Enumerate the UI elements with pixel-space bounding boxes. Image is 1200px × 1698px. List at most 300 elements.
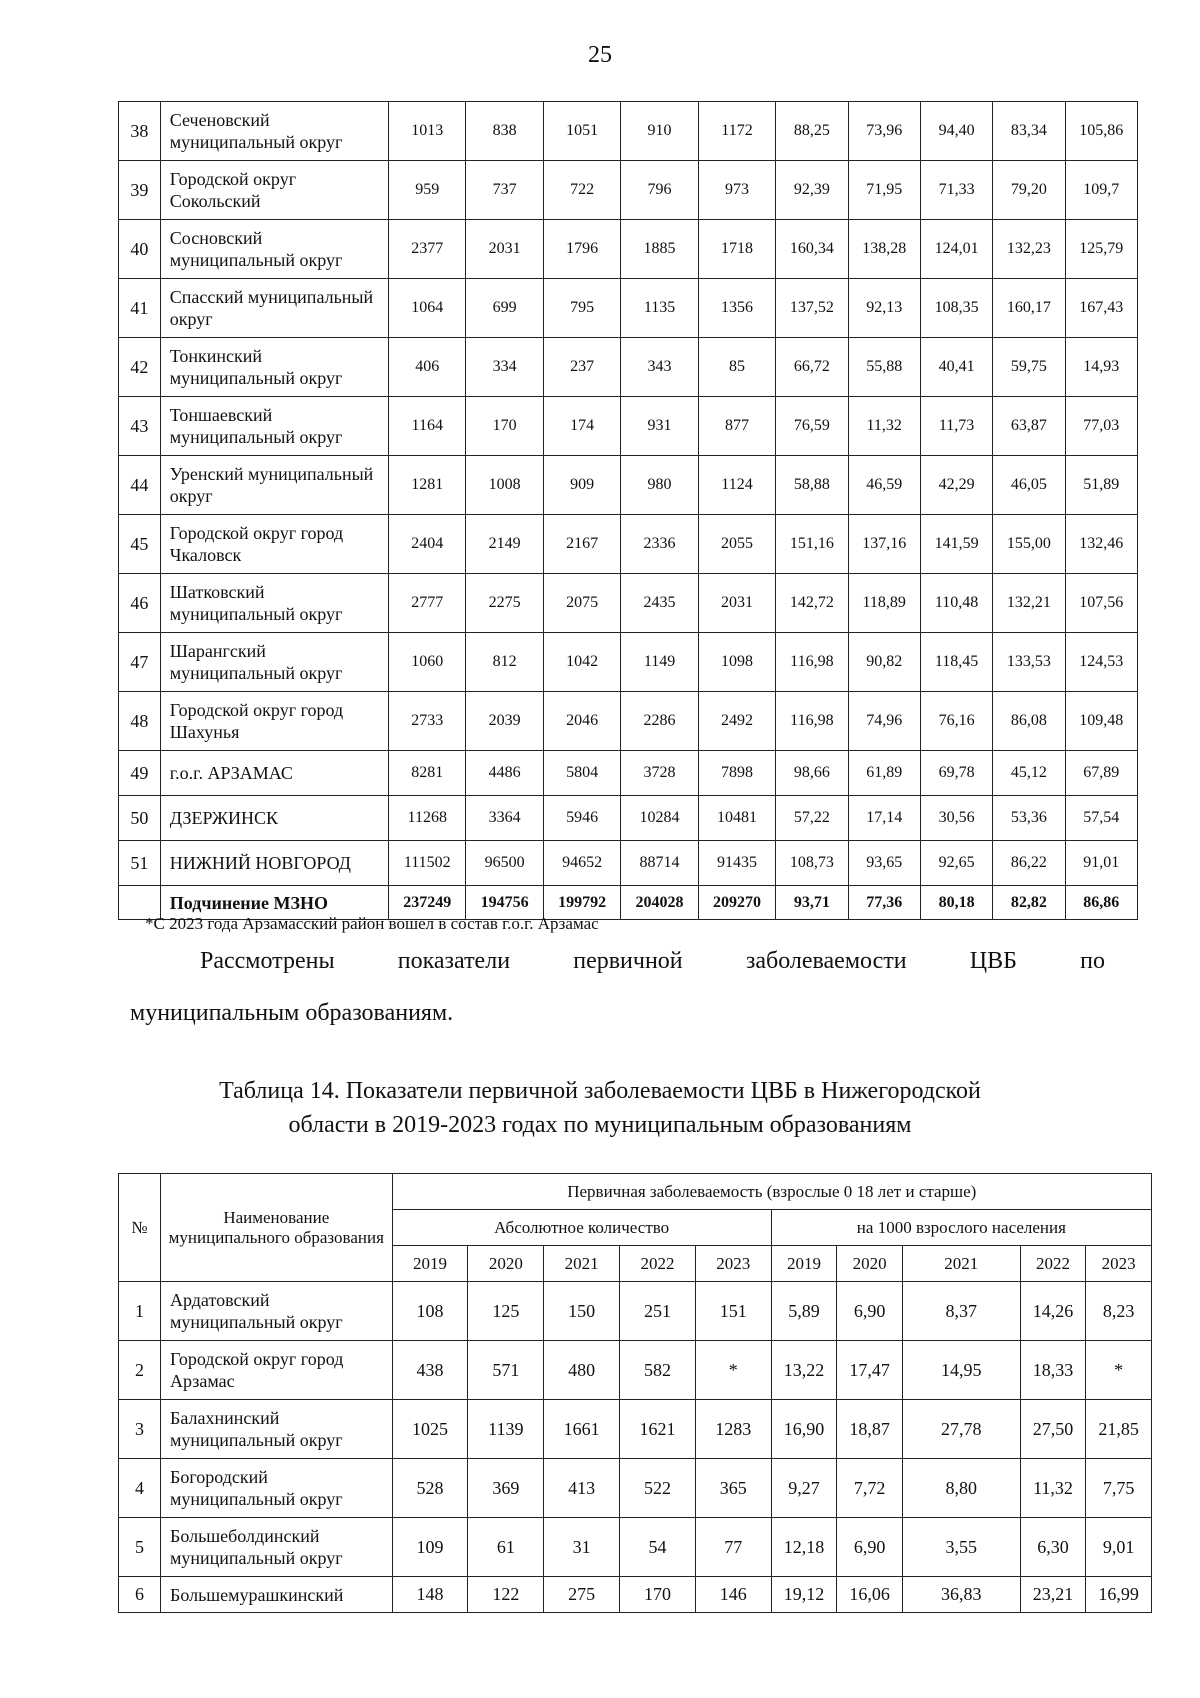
municipality-name: г.о.г. АРЗАМАС bbox=[160, 751, 388, 796]
table-row bbox=[119, 1282, 1152, 1341]
value-cell: 1008 bbox=[466, 456, 543, 515]
value-cell: 1025 bbox=[392, 1400, 468, 1459]
page-number: 25 bbox=[588, 42, 612, 68]
value-cell: 77,03 bbox=[1065, 397, 1137, 456]
value-cell: 251 bbox=[620, 1282, 696, 1341]
row-number: 3 bbox=[119, 1400, 161, 1459]
municipality-name: ДЗЕРЖИНСК bbox=[160, 796, 388, 841]
value-cell: 11268 bbox=[389, 796, 466, 841]
row-number: 44 bbox=[119, 456, 161, 515]
value-cell: 438 bbox=[392, 1341, 468, 1400]
value-cell: 8281 bbox=[389, 751, 466, 796]
value-cell: 11,73 bbox=[920, 397, 992, 456]
value-cell: 1621 bbox=[620, 1400, 696, 1459]
row-number: 40 bbox=[119, 220, 161, 279]
value-cell: 151,16 bbox=[776, 515, 848, 574]
value-cell: 980 bbox=[621, 456, 698, 515]
value-cell: 108,73 bbox=[776, 841, 848, 886]
value-cell: 63,87 bbox=[993, 397, 1065, 456]
value-cell: 88714 bbox=[621, 841, 698, 886]
value-cell: 2733 bbox=[389, 692, 466, 751]
table-row bbox=[119, 1400, 1152, 1459]
paragraph-word: показатели bbox=[397, 948, 511, 974]
row-number: 38 bbox=[119, 102, 161, 161]
paragraph-word: по bbox=[1080, 948, 1105, 974]
value-cell: 413 bbox=[544, 1459, 620, 1518]
table-row bbox=[119, 841, 1138, 886]
value-cell: 132,21 bbox=[993, 574, 1065, 633]
value-cell: 1124 bbox=[698, 456, 775, 515]
value-cell: 2055 bbox=[698, 515, 775, 574]
municipality-name: Спасский муниципальный округ bbox=[160, 279, 388, 338]
value-cell: 7898 bbox=[698, 751, 775, 796]
value-cell: 2275 bbox=[466, 574, 543, 633]
value-cell: 109,7 bbox=[1065, 161, 1137, 220]
value-cell: 27,78 bbox=[902, 1400, 1020, 1459]
value-cell: 812 bbox=[466, 633, 543, 692]
value-cell: 1172 bbox=[698, 102, 775, 161]
value-cell: 98,66 bbox=[776, 751, 848, 796]
value-cell: 148 bbox=[392, 1577, 468, 1613]
value-cell: 838 bbox=[466, 102, 543, 161]
value-cell: 155,00 bbox=[993, 515, 1065, 574]
value-cell: 111502 bbox=[389, 841, 466, 886]
total-value-cell: 194756 bbox=[466, 886, 543, 920]
value-cell: 931 bbox=[621, 397, 698, 456]
value-cell: 571 bbox=[468, 1341, 544, 1400]
value-cell: 1661 bbox=[544, 1400, 620, 1459]
municipality-name: НИЖНИЙ НОВГОРОД bbox=[160, 841, 388, 886]
value-cell: 160,34 bbox=[776, 220, 848, 279]
value-cell: 167,43 bbox=[1065, 279, 1137, 338]
table-caption bbox=[0, 1074, 1200, 1142]
total-value-cell: 86,86 bbox=[1065, 886, 1137, 920]
table-row bbox=[119, 751, 1138, 796]
value-cell: 124,01 bbox=[920, 220, 992, 279]
value-cell: 105,86 bbox=[1065, 102, 1137, 161]
value-cell: 1135 bbox=[621, 279, 698, 338]
value-cell: 19,12 bbox=[771, 1577, 837, 1613]
total-value-cell: 199792 bbox=[543, 886, 620, 920]
row-number: 1 bbox=[119, 1282, 161, 1341]
header-per-1000: на 1000 взрослого населения bbox=[771, 1210, 1151, 1246]
value-cell: 796 bbox=[621, 161, 698, 220]
value-cell: 94,40 bbox=[920, 102, 992, 161]
value-cell: 118,89 bbox=[848, 574, 920, 633]
municipality-name: Уренский муниципальный округ bbox=[160, 456, 388, 515]
value-cell: 2336 bbox=[621, 515, 698, 574]
value-cell: 16,90 bbox=[771, 1400, 837, 1459]
value-cell: 8,23 bbox=[1086, 1282, 1152, 1341]
value-cell: 94652 bbox=[543, 841, 620, 886]
value-cell: 12,18 bbox=[771, 1518, 837, 1577]
header-name: Наименование муниципального образования bbox=[161, 1174, 393, 1282]
value-cell: 5,89 bbox=[771, 1282, 837, 1341]
value-cell: 137,16 bbox=[848, 515, 920, 574]
value-cell: 365 bbox=[695, 1459, 771, 1518]
table-row bbox=[119, 456, 1138, 515]
municipality-name: Ардатовский муниципальный округ bbox=[161, 1282, 393, 1341]
value-cell: 5946 bbox=[543, 796, 620, 841]
value-cell: 1042 bbox=[543, 633, 620, 692]
total-value-cell: 82,82 bbox=[993, 886, 1065, 920]
municipality-name: Шатковский муниципальный округ bbox=[160, 574, 388, 633]
value-cell: 1356 bbox=[698, 279, 775, 338]
value-cell: 57,22 bbox=[776, 796, 848, 841]
value-cell: 16,06 bbox=[837, 1577, 903, 1613]
value-cell: 528 bbox=[392, 1459, 468, 1518]
value-cell: 74,96 bbox=[848, 692, 920, 751]
value-cell: 133,53 bbox=[993, 633, 1065, 692]
value-cell: 14,93 bbox=[1065, 338, 1137, 397]
table-row bbox=[119, 515, 1138, 574]
value-cell: 125,79 bbox=[1065, 220, 1137, 279]
value-cell: 86,22 bbox=[993, 841, 1065, 886]
value-cell: 174 bbox=[543, 397, 620, 456]
value-cell: 55,88 bbox=[848, 338, 920, 397]
value-cell: 2031 bbox=[698, 574, 775, 633]
value-cell: 11,32 bbox=[848, 397, 920, 456]
caption-line-1: Таблица 14. Показатели первичной заболеваемости ЦВБ в Нижегородской bbox=[219, 1078, 981, 1104]
value-cell: 4486 bbox=[466, 751, 543, 796]
paragraph-word: Рассмотрены bbox=[200, 948, 335, 974]
value-cell: 3364 bbox=[466, 796, 543, 841]
value-cell: 14,26 bbox=[1020, 1282, 1086, 1341]
total-value-cell: 80,18 bbox=[920, 886, 992, 920]
value-cell: 8,37 bbox=[902, 1282, 1020, 1341]
value-cell: 46,59 bbox=[848, 456, 920, 515]
year-header: 2022 bbox=[1020, 1246, 1086, 1282]
value-cell: 1064 bbox=[389, 279, 466, 338]
value-cell: 2377 bbox=[389, 220, 466, 279]
value-cell: 58,88 bbox=[776, 456, 848, 515]
year-header: 2021 bbox=[544, 1246, 620, 1282]
value-cell: 109 bbox=[392, 1518, 468, 1577]
value-cell: 406 bbox=[389, 338, 466, 397]
value-cell: 125 bbox=[468, 1282, 544, 1341]
value-cell: 76,16 bbox=[920, 692, 992, 751]
row-number: 51 bbox=[119, 841, 161, 886]
municipality-name: Городской округ Сокольский bbox=[160, 161, 388, 220]
value-cell: 1149 bbox=[621, 633, 698, 692]
value-cell: 18,33 bbox=[1020, 1341, 1086, 1400]
value-cell: 5804 bbox=[543, 751, 620, 796]
table-row bbox=[119, 1577, 1152, 1613]
value-cell: 27,50 bbox=[1020, 1400, 1086, 1459]
value-cell: 334 bbox=[466, 338, 543, 397]
value-cell: 170 bbox=[620, 1577, 696, 1613]
table-row bbox=[119, 397, 1138, 456]
table-row bbox=[119, 633, 1138, 692]
value-cell: 118,45 bbox=[920, 633, 992, 692]
value-cell: 71,95 bbox=[848, 161, 920, 220]
value-cell: 10481 bbox=[698, 796, 775, 841]
municipality-name: Сосновский муниципальный округ bbox=[160, 220, 388, 279]
municipality-name: Балахнинский муниципальный округ bbox=[161, 1400, 393, 1459]
value-cell: 7,75 bbox=[1086, 1459, 1152, 1518]
value-cell: 90,82 bbox=[848, 633, 920, 692]
value-cell: 138,28 bbox=[848, 220, 920, 279]
value-cell: 8,80 bbox=[902, 1459, 1020, 1518]
municipality-name: Шарангский муниципальный округ bbox=[160, 633, 388, 692]
value-cell: 21,85 bbox=[1086, 1400, 1152, 1459]
year-header: 2020 bbox=[837, 1246, 903, 1282]
value-cell: 69,78 bbox=[920, 751, 992, 796]
total-value-cell: 237249 bbox=[389, 886, 466, 920]
value-cell: 137,52 bbox=[776, 279, 848, 338]
table-row bbox=[119, 102, 1138, 161]
row-number: 6 bbox=[119, 1577, 161, 1613]
value-cell: 96500 bbox=[466, 841, 543, 886]
value-cell: 3,55 bbox=[902, 1518, 1020, 1577]
value-cell: 122 bbox=[468, 1577, 544, 1613]
value-cell: 36,83 bbox=[902, 1577, 1020, 1613]
value-cell: 116,98 bbox=[776, 633, 848, 692]
row-number: 47 bbox=[119, 633, 161, 692]
value-cell: 92,65 bbox=[920, 841, 992, 886]
table-row bbox=[119, 279, 1138, 338]
value-cell: 160,17 bbox=[993, 279, 1065, 338]
value-cell: 1060 bbox=[389, 633, 466, 692]
value-cell: 1796 bbox=[543, 220, 620, 279]
footnote: *С 2023 года Арзамасский район вошел в состав г.о.г. Арзамас bbox=[145, 914, 599, 933]
value-cell: 88,25 bbox=[776, 102, 848, 161]
value-cell: 51,89 bbox=[1065, 456, 1137, 515]
year-header: 2023 bbox=[1086, 1246, 1152, 1282]
value-cell: 275 bbox=[544, 1577, 620, 1613]
value-cell: 2039 bbox=[466, 692, 543, 751]
total-value-cell: 77,36 bbox=[848, 886, 920, 920]
value-cell: 11,32 bbox=[1020, 1459, 1086, 1518]
value-cell: 91435 bbox=[698, 841, 775, 886]
value-cell: 17,14 bbox=[848, 796, 920, 841]
paragraph-word: первичной bbox=[573, 948, 683, 974]
value-cell: * bbox=[1086, 1341, 1152, 1400]
year-header: 2019 bbox=[771, 1246, 837, 1282]
row-number: 2 bbox=[119, 1341, 161, 1400]
value-cell: 2492 bbox=[698, 692, 775, 751]
value-cell: 40,41 bbox=[920, 338, 992, 397]
value-cell: 2286 bbox=[621, 692, 698, 751]
value-cell: 1013 bbox=[389, 102, 466, 161]
row-number: 45 bbox=[119, 515, 161, 574]
value-cell: 57,54 bbox=[1065, 796, 1137, 841]
value-cell: 343 bbox=[621, 338, 698, 397]
value-cell: 124,53 bbox=[1065, 633, 1137, 692]
value-cell: 86,08 bbox=[993, 692, 1065, 751]
value-cell: 16,99 bbox=[1086, 1577, 1152, 1613]
municipality-name: Тоншаевский муниципальный округ bbox=[160, 397, 388, 456]
value-cell: 79,20 bbox=[993, 161, 1065, 220]
value-cell: 973 bbox=[698, 161, 775, 220]
value-cell: 2031 bbox=[466, 220, 543, 279]
value-cell: 46,05 bbox=[993, 456, 1065, 515]
value-cell: 7,72 bbox=[837, 1459, 903, 1518]
value-cell: 795 bbox=[543, 279, 620, 338]
value-cell: 146 bbox=[695, 1577, 771, 1613]
value-cell: 3728 bbox=[621, 751, 698, 796]
value-cell: 522 bbox=[620, 1459, 696, 1518]
value-cell: 237 bbox=[543, 338, 620, 397]
value-cell: 31 bbox=[544, 1518, 620, 1577]
value-cell: 85 bbox=[698, 338, 775, 397]
paragraph-word: заболеваемости bbox=[745, 948, 907, 974]
value-cell: 151 bbox=[695, 1282, 771, 1341]
table-row bbox=[119, 1459, 1152, 1518]
table-row bbox=[119, 220, 1138, 279]
value-cell: 6,90 bbox=[837, 1282, 903, 1341]
row-number: 48 bbox=[119, 692, 161, 751]
caption-line-2: области в 2019-2023 годах по муниципальным образованиям bbox=[288, 1112, 912, 1138]
value-cell: 77 bbox=[695, 1518, 771, 1577]
value-cell: 2075 bbox=[543, 574, 620, 633]
row-number: 46 bbox=[119, 574, 161, 633]
value-cell: 18,87 bbox=[837, 1400, 903, 1459]
year-header: 2021 bbox=[902, 1246, 1020, 1282]
value-cell: 2149 bbox=[466, 515, 543, 574]
value-cell: 9,27 bbox=[771, 1459, 837, 1518]
value-cell: 67,89 bbox=[1065, 751, 1137, 796]
value-cell: 1164 bbox=[389, 397, 466, 456]
value-cell: 722 bbox=[543, 161, 620, 220]
value-cell: 91,01 bbox=[1065, 841, 1137, 886]
row-number: 41 bbox=[119, 279, 161, 338]
value-cell: 132,46 bbox=[1065, 515, 1137, 574]
value-cell: 73,96 bbox=[848, 102, 920, 161]
value-cell: 83,34 bbox=[993, 102, 1065, 161]
value-cell: 107,56 bbox=[1065, 574, 1137, 633]
value-cell: 150 bbox=[544, 1282, 620, 1341]
row-number: 42 bbox=[119, 338, 161, 397]
value-cell: 877 bbox=[698, 397, 775, 456]
paragraph-line-2: муниципальным образованиям. bbox=[130, 1000, 454, 1026]
table-row bbox=[119, 161, 1138, 220]
value-cell: 92,39 bbox=[776, 161, 848, 220]
header-number: № bbox=[119, 1174, 161, 1282]
value-cell: 6,30 bbox=[1020, 1518, 1086, 1577]
value-cell: 170 bbox=[466, 397, 543, 456]
value-cell: 910 bbox=[621, 102, 698, 161]
row-number: 49 bbox=[119, 751, 161, 796]
table-row bbox=[119, 1518, 1152, 1577]
value-cell: 2777 bbox=[389, 574, 466, 633]
row-number: 39 bbox=[119, 161, 161, 220]
row-number: 50 bbox=[119, 796, 161, 841]
value-cell: 480 bbox=[544, 1341, 620, 1400]
value-cell: 109,48 bbox=[1065, 692, 1137, 751]
value-cell: 1098 bbox=[698, 633, 775, 692]
year-header: 2019 bbox=[392, 1246, 468, 1282]
value-cell: 699 bbox=[466, 279, 543, 338]
value-cell: 369 bbox=[468, 1459, 544, 1518]
header-group: Первичная заболеваемость (взрослые 0 18 лет и старше) bbox=[392, 1174, 1151, 1210]
value-cell: 2435 bbox=[621, 574, 698, 633]
incidence-table-14 bbox=[118, 1173, 1152, 1613]
total-value-cell: 209270 bbox=[698, 886, 775, 920]
value-cell: 582 bbox=[620, 1341, 696, 1400]
value-cell: 71,33 bbox=[920, 161, 992, 220]
table-row bbox=[119, 574, 1138, 633]
table-row bbox=[119, 796, 1138, 841]
paragraph-line-1 bbox=[200, 948, 1105, 975]
value-cell: 13,22 bbox=[771, 1341, 837, 1400]
value-cell: 959 bbox=[389, 161, 466, 220]
municipality-name: Тонкинский муниципальный округ bbox=[160, 338, 388, 397]
table-row bbox=[119, 1341, 1152, 1400]
value-cell: 23,21 bbox=[1020, 1577, 1086, 1613]
value-cell: 10284 bbox=[621, 796, 698, 841]
value-cell: 1283 bbox=[695, 1400, 771, 1459]
value-cell: 42,29 bbox=[920, 456, 992, 515]
row-number: 5 bbox=[119, 1518, 161, 1577]
value-cell: 76,59 bbox=[776, 397, 848, 456]
header-absolute: Абсолютное количество bbox=[392, 1210, 771, 1246]
total-value-cell: 93,71 bbox=[776, 886, 848, 920]
municipality-name: Большемурашкинский bbox=[161, 1577, 393, 1613]
value-cell: 108 bbox=[392, 1282, 468, 1341]
year-header: 2022 bbox=[620, 1246, 696, 1282]
value-cell: 737 bbox=[466, 161, 543, 220]
value-cell: 59,75 bbox=[993, 338, 1065, 397]
value-cell: 1885 bbox=[621, 220, 698, 279]
value-cell: 61,89 bbox=[848, 751, 920, 796]
municipality-name: Сеченовский муниципальный округ bbox=[160, 102, 388, 161]
total-value-cell: 204028 bbox=[621, 886, 698, 920]
value-cell: 1281 bbox=[389, 456, 466, 515]
value-cell: 1051 bbox=[543, 102, 620, 161]
value-cell: 92,13 bbox=[848, 279, 920, 338]
municipality-name: Большеболдинский муниципальный округ bbox=[161, 1518, 393, 1577]
row-number: 4 bbox=[119, 1459, 161, 1518]
value-cell: 2404 bbox=[389, 515, 466, 574]
year-header: 2020 bbox=[468, 1246, 544, 1282]
value-cell: 909 bbox=[543, 456, 620, 515]
value-cell: 116,98 bbox=[776, 692, 848, 751]
value-cell: 53,36 bbox=[993, 796, 1065, 841]
value-cell: 142,72 bbox=[776, 574, 848, 633]
value-cell: 9,01 bbox=[1086, 1518, 1152, 1577]
value-cell: * bbox=[695, 1341, 771, 1400]
value-cell: 6,90 bbox=[837, 1518, 903, 1577]
municipality-name: Богородский муниципальный округ bbox=[161, 1459, 393, 1518]
paragraph-word: ЦВБ bbox=[969, 948, 1017, 974]
value-cell: 66,72 bbox=[776, 338, 848, 397]
value-cell: 30,56 bbox=[920, 796, 992, 841]
municipality-name: Городской округ город Шахунья bbox=[160, 692, 388, 751]
value-cell: 108,35 bbox=[920, 279, 992, 338]
table-row bbox=[119, 692, 1138, 751]
year-header: 2023 bbox=[695, 1246, 771, 1282]
value-cell: 14,95 bbox=[902, 1341, 1020, 1400]
value-cell: 2167 bbox=[543, 515, 620, 574]
incidence-table-continued bbox=[118, 101, 1138, 920]
value-cell: 141,59 bbox=[920, 515, 992, 574]
value-cell: 45,12 bbox=[993, 751, 1065, 796]
municipality-name: Городской округ город Чкаловск bbox=[160, 515, 388, 574]
value-cell: 93,65 bbox=[848, 841, 920, 886]
value-cell: 110,48 bbox=[920, 574, 992, 633]
total-label: Подчинение МЗНО bbox=[160, 886, 388, 920]
value-cell: 132,23 bbox=[993, 220, 1065, 279]
value-cell: 2046 bbox=[543, 692, 620, 751]
table-row bbox=[119, 338, 1138, 397]
value-cell: 17,47 bbox=[837, 1341, 903, 1400]
value-cell: 1718 bbox=[698, 220, 775, 279]
value-cell: 1139 bbox=[468, 1400, 544, 1459]
row-number: 43 bbox=[119, 397, 161, 456]
value-cell: 54 bbox=[620, 1518, 696, 1577]
value-cell: 61 bbox=[468, 1518, 544, 1577]
